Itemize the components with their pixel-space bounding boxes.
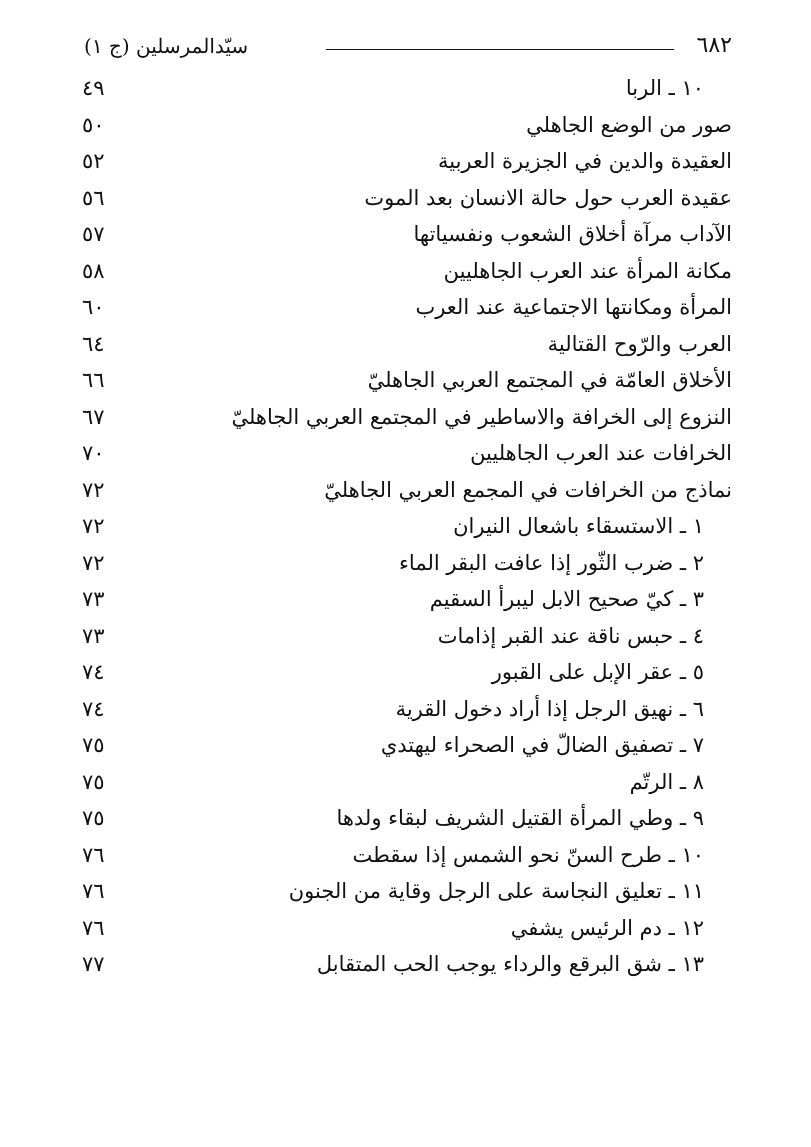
running-title: سيّدالمرسلين (ج ١) (84, 34, 249, 58)
toc-entry-page-number: ٥٦ (82, 185, 105, 210)
toc-row (82, 399, 732, 436)
toc-entry-title: ١ ـ الاستسقاء باشعال النيران (453, 514, 704, 538)
toc-entry-page-number: ٧٢ (82, 550, 105, 575)
toc-entry-title: الخرافات عند العرب الجاهليين (470, 441, 732, 465)
toc-row (82, 435, 732, 472)
toc-row (82, 581, 732, 618)
toc-entry-title: ٨ ـ الرتّم (629, 769, 704, 794)
toc-entry-title: العقيدة والدين في الجزيرة العربية (437, 149, 732, 173)
toc-row (82, 107, 732, 144)
toc-entry-page-number: ٧٥ (82, 806, 105, 830)
toc-entry-page-number: ٧٣ (82, 587, 105, 611)
toc-row (82, 618, 732, 655)
toc-row (82, 837, 732, 874)
toc-row (82, 362, 732, 399)
toc-entry-title: نماذج من الخرافات في المجمع العربي الجاهليّ (324, 477, 732, 502)
page-number: ٦٨٢ (696, 33, 732, 58)
toc-entry-page-number: ٧٤ (82, 696, 105, 721)
toc-entry-title: مكانة المرأة عند العرب الجاهليين (443, 258, 732, 283)
toc-entry-page-number: ٧٥ (82, 769, 105, 794)
toc-entry-title: النزوع إلى الخرافة والاساطير في المجتمع العربي الجاهليّ (231, 404, 732, 429)
toc-entry-page-number: ٦٤ (82, 331, 105, 356)
toc-row (82, 508, 732, 545)
toc-entry-page-number: ٥٢ (82, 149, 105, 173)
toc-entry-page-number: ٧٦ (82, 842, 105, 867)
toc-row (82, 800, 732, 837)
toc-row (82, 946, 732, 983)
toc-entry-page-number: ٥٠ (82, 112, 105, 137)
toc-entry-page-number: ٧٠ (82, 441, 105, 465)
toc-entry-title: الأخلاق العامّة في المجتمع العربي الجاهليّ (367, 368, 732, 392)
toc-entry-title: الآداب مرآة أخلاق الشعوب ونفسياتها (413, 222, 732, 246)
toc-row (82, 180, 732, 217)
header-rule (326, 49, 674, 50)
toc-entry-page-number: ٧٤ (82, 660, 105, 684)
toc-row (82, 289, 732, 326)
toc-row (82, 143, 732, 180)
toc-row (82, 216, 732, 253)
toc-row (82, 253, 732, 290)
toc-row (82, 654, 732, 691)
toc-entry-page-number: ٦٧ (82, 404, 105, 429)
toc-row (82, 691, 732, 728)
toc-entry-title: عقيدة العرب حول حالة الانسان بعد الموت (364, 185, 732, 210)
toc-entry-title: المرأة ومكانتها الاجتماعية عند العرب (415, 295, 732, 319)
toc-entry-title: ١٣ ـ شق البرقع والرداء يوجب الحب المتقابل (316, 952, 704, 976)
toc-entry-title: صور من الوضع الجاهلي (526, 112, 732, 137)
toc-entry-page-number: ٧٢ (82, 477, 105, 502)
toc-entry-title: ١٠ ـ طرح السنّ نحو الشمس إذا سقطت (352, 842, 704, 867)
toc-entry-page-number: ٤٩ (82, 76, 105, 100)
toc-row (82, 727, 732, 764)
toc-entry-title: ٢ ـ ضرب الثّور إذا عافت البقر الماء (399, 550, 704, 575)
toc-entry-title: ١٠ ـ الربا (625, 76, 704, 100)
toc-entry-page-number: ٧٣ (82, 623, 105, 648)
table-of-contents (82, 70, 732, 983)
toc-entry-title: ١١ ـ تعليق النجاسة على الرجل وقاية من الجنون (288, 879, 704, 903)
toc-entry-title: ١٢ ـ دم الرئيس يشفي (510, 915, 704, 940)
toc-entry-title: ٩ ـ وطي المرأة القتيل الشريف لبقاء ولدها (336, 806, 704, 830)
page-header (84, 24, 732, 68)
toc-entry-page-number: ٧٦ (82, 915, 105, 940)
toc-row (82, 326, 732, 363)
toc-entry-page-number: ٧٧ (82, 952, 105, 976)
toc-entry-page-number: ٥٧ (82, 222, 105, 246)
toc-row (82, 764, 732, 801)
toc-row (82, 873, 732, 910)
toc-entry-title: ٤ ـ حبس ناقة عند القبر إذامات (437, 623, 704, 648)
toc-entry-page-number: ٧٢ (82, 514, 105, 538)
toc-entry-page-number: ٧٥ (82, 733, 105, 757)
toc-entry-page-number: ٦٠ (82, 295, 105, 319)
toc-entry-title: العرب والرّوح القتالية (547, 331, 732, 356)
toc-entry-title: ٧ ـ تصفيق الضالّ في الصحراء ليهتدي (380, 733, 704, 757)
toc-entry-title: ٥ ـ عقر الإبل على القبور (491, 660, 704, 684)
toc-entry-title: ٣ ـ كيّ صحيح الابل ليبرأ السقيم (429, 587, 704, 611)
toc-entry-page-number: ٥٨ (82, 258, 105, 283)
toc-row (82, 472, 732, 509)
toc-row (82, 910, 732, 947)
toc-entry-page-number: ٧٦ (82, 879, 105, 903)
toc-entry-page-number: ٦٦ (82, 368, 105, 392)
toc-row (82, 70, 732, 107)
toc-row (82, 545, 732, 582)
toc-entry-title: ٦ ـ نهيق الرجل إذا أراد دخول القرية (395, 696, 704, 721)
